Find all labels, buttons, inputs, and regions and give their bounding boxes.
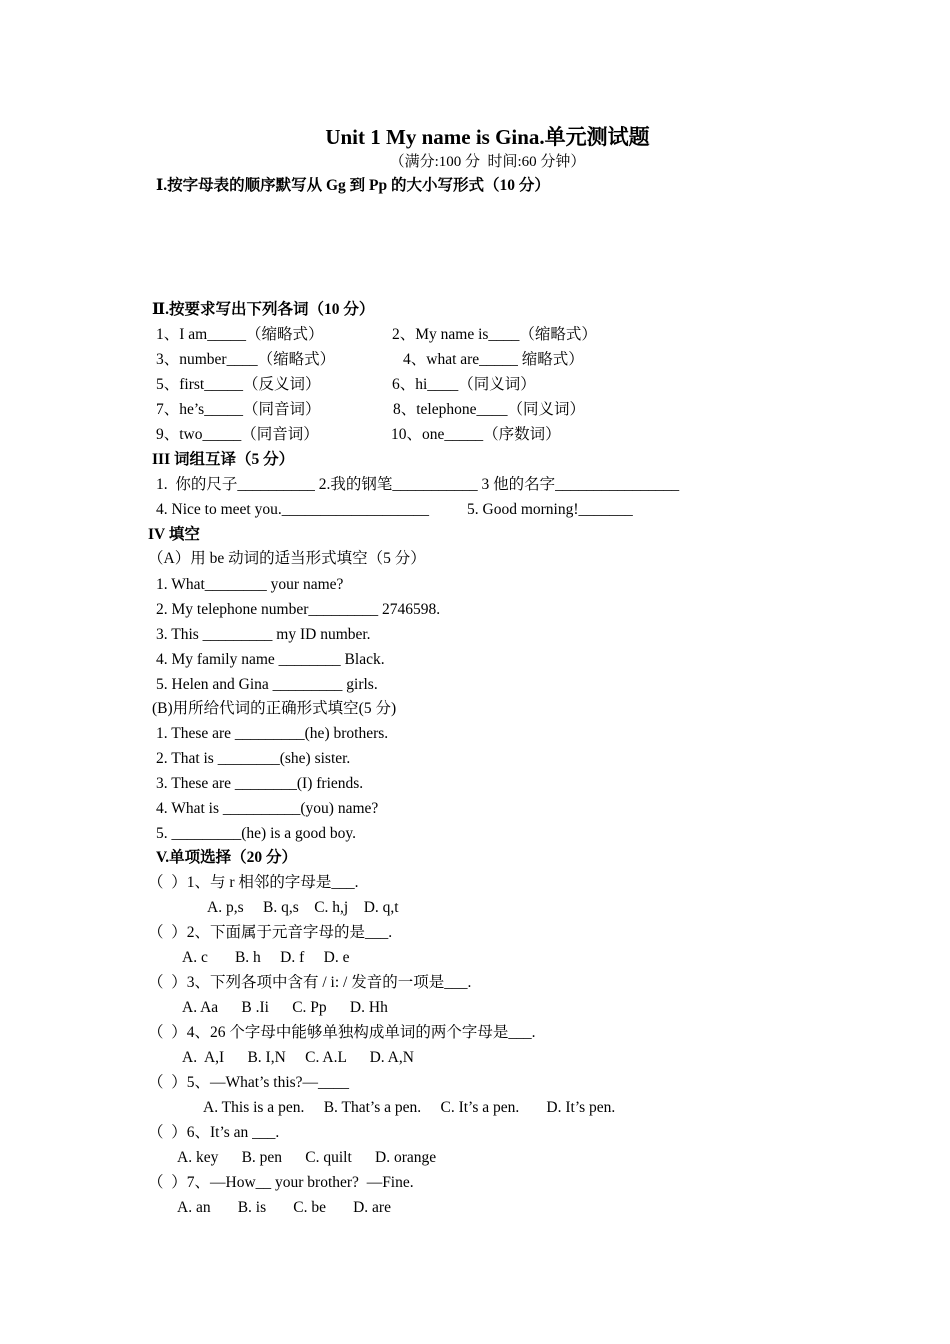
s2-item-7: 7、he’s_____（同音词） (156, 401, 321, 418)
s4a-item-2: 2. My telephone number_________ 2746598. (156, 601, 441, 618)
q7-question: （ ）7、—How__ your brother? —Fine. (148, 1174, 414, 1191)
s4a-item-5: 5. Helen and Gina _________ girls. (156, 676, 378, 693)
s3-line-1: 1. 你的尺子__________ 2.我的钢笔___________ 3 他的名字________________ (156, 476, 680, 493)
s2-item-8: 8、telephone____（同义词） (393, 401, 586, 418)
q3-question: （ ）3、下列各项中含有 / i: / 发音的一项是___. (148, 974, 472, 991)
section-4-heading: IV 填空 (148, 526, 200, 543)
section-1-heading: Ⅰ.按字母表的顺序默写从 Gg 到 Pp 的大小写形式（10 分） (156, 177, 550, 194)
q1-options: A. p,s B. q,s C. h,j D. q,t (207, 899, 399, 916)
q3-options: A. Aa B .Ii C. Pp D. Hh (182, 999, 388, 1016)
s4a-item-3: 3. This _________ my ID number. (156, 626, 371, 643)
s2-item-1: 1、I am_____（缩略式） (156, 326, 324, 343)
s4b-item-2: 2. That is ________(she) sister. (156, 750, 351, 767)
q7-options: A. an B. is C. be D. are (177, 1199, 391, 1216)
q6-question: （ ）6、It’s an ___. (148, 1124, 280, 1141)
s3-item-5: 5. Good morning!_______ (467, 501, 633, 518)
s4b-item-3: 3. These are ________(I) friends. (156, 775, 364, 792)
s4a-item-1: 1. What________ your name? (156, 576, 344, 593)
s4-part-b-heading: (B)用所给代词的正确形式填空(5 分) (152, 700, 397, 717)
section-2-heading: Ⅱ.按要求写出下列各词（10 分） (152, 301, 375, 318)
s3-item-4: 4. Nice to meet you.___________________ (156, 501, 429, 518)
s2-item-9: 9、two_____（同音词） (156, 426, 319, 443)
s2-item-10: 10、one_____（序数词） (391, 426, 561, 443)
s4-part-a-heading: （A）用 be 动词的适当形式填空（5 分） (148, 550, 426, 567)
q1-question: （ ）1、与 r 相邻的字母是___. (148, 874, 359, 891)
q4-options: A. A,I B. I,N C. A.L D. A,N (182, 1049, 414, 1066)
s4b-item-1: 1. These are _________(he) brothers. (156, 725, 389, 742)
s4b-item-4: 4. What is __________(you) name? (156, 800, 379, 817)
section-5-heading: V.单项选择（20 分） (156, 849, 297, 866)
q5-options: A. This is a pen. B. That’s a pen. C. It’s a pen. D. It’s pen. (203, 1099, 616, 1116)
s4a-item-4: 4. My family name ________ Black. (156, 651, 385, 668)
q6-options: A. key B. pen C. quilt D. orange (177, 1149, 437, 1166)
page-subtitle: （满分:100 分 时间:60 分钟） (389, 154, 586, 170)
q2-options: A. c B. h D. f D. e (182, 949, 350, 966)
page-title: Unit 1 My name is Gina.单元测试题 (325, 125, 650, 149)
s4b-item-5: 5. _________(he) is a good boy. (156, 825, 357, 842)
s2-item-6: 6、hi____（同义词） (392, 376, 536, 393)
q2-question: （ ）2、下面属于元音字母的是___. (148, 924, 393, 941)
s2-item-5: 5、first_____（反义词） (156, 376, 321, 393)
q5-question: （ ）5、—What’s this?—____ (148, 1074, 350, 1091)
section-3-heading: III 词组互译（5 分） (152, 451, 295, 468)
s2-item-2: 2、My name is____（缩略式） (392, 326, 597, 343)
q4-question: （ ）4、26 个字母中能够单独构成单词的两个字母是___. (148, 1024, 536, 1041)
s2-item-3: 3、number____（缩略式） (156, 351, 336, 368)
s2-item-4: 4、what are_____ 缩略式） (403, 351, 584, 368)
